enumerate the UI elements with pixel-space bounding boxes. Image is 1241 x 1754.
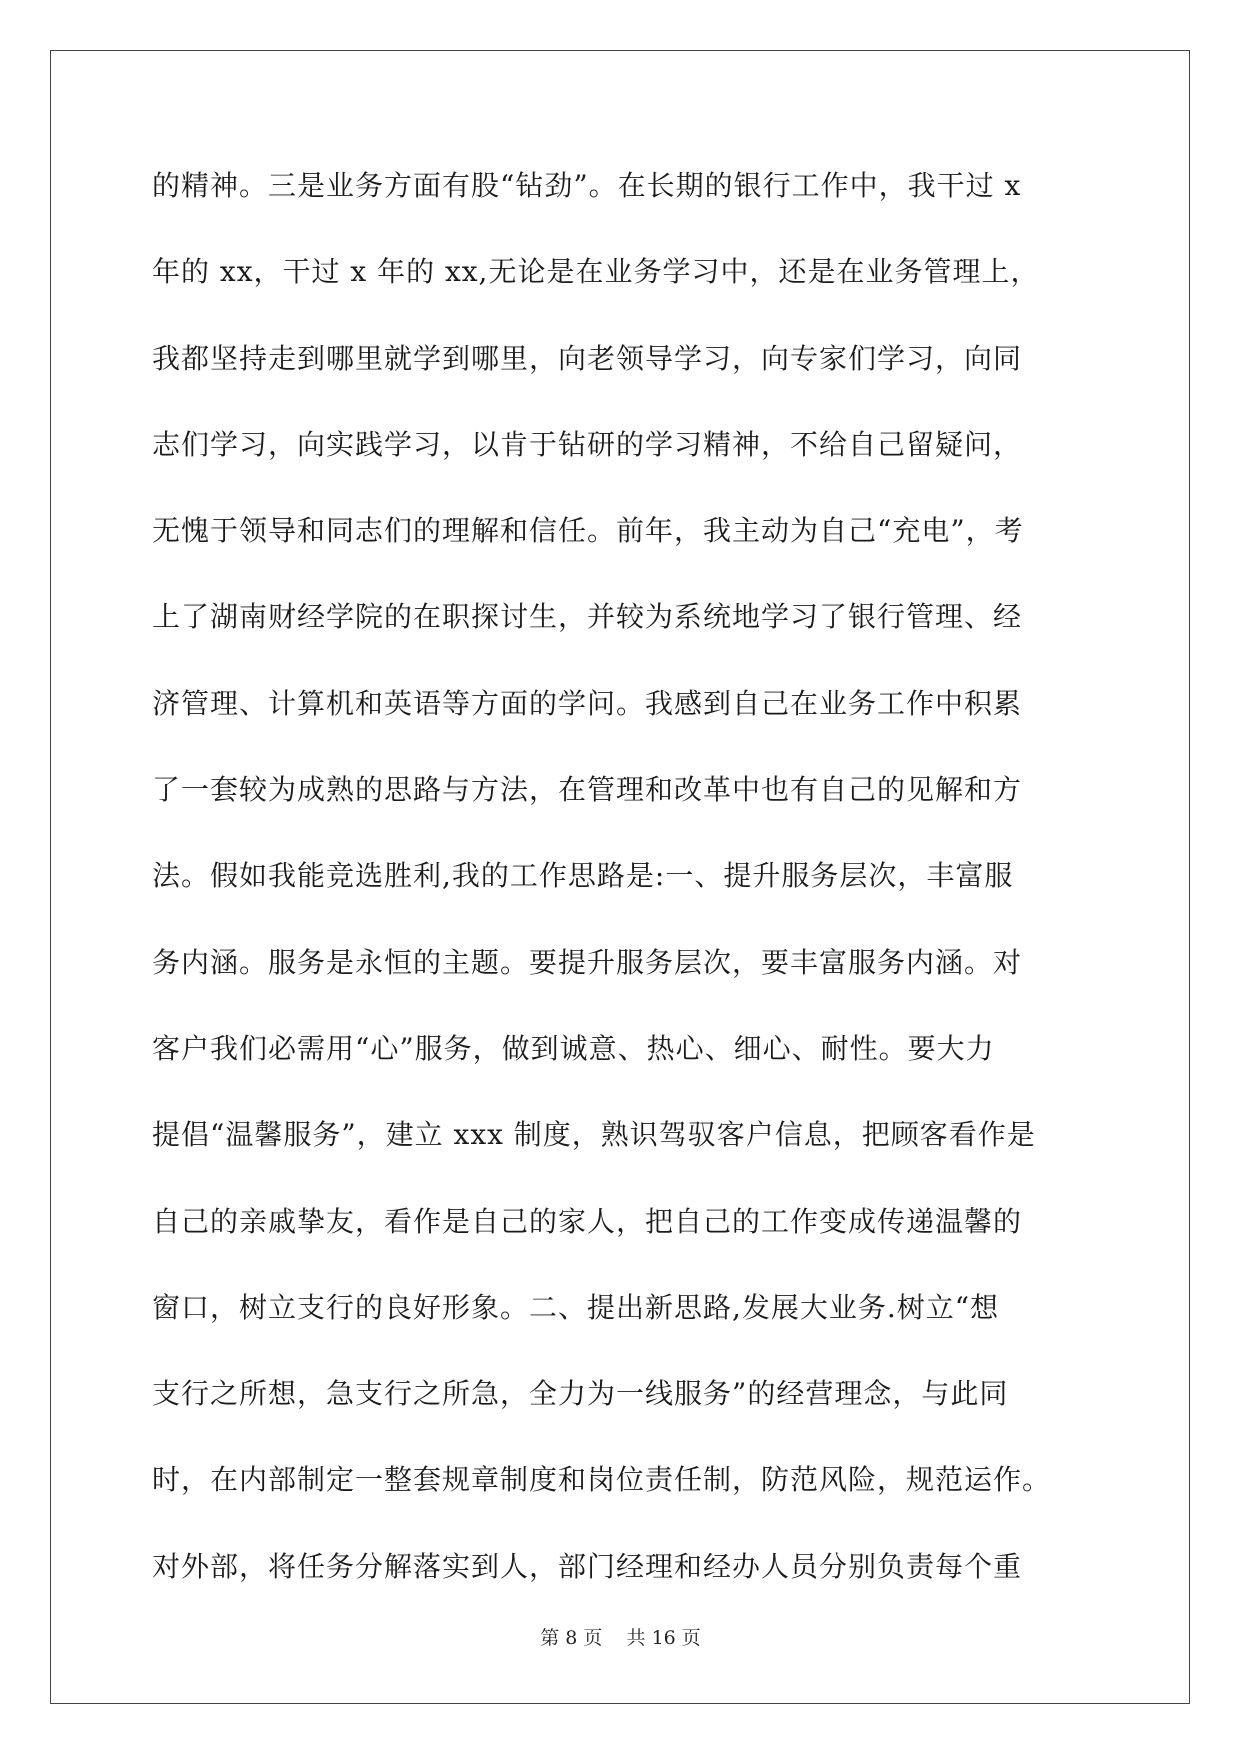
- body-text: [152, 166, 1092, 1633]
- text-line: 我都坚持走到哪里就学到哪里，向老领导学习，向专家们学习，向同: [152, 341, 1023, 375]
- text-line: 支行之所想，急支行之所急，全力为一线服务”的经营理念，与此同: [152, 1377, 1009, 1411]
- text-line: 务内涵。服务是永恒的主题。要提升服务层次，要丰富服务内涵。对: [152, 945, 1023, 979]
- text-line: 客户我们必需用“心”服务，做到诚意、热心、细心、耐性。要大力: [152, 1031, 995, 1065]
- text-line: 的精神。三是业务方面有股“钻劲”。在长期的银行工作中，我干过 x: [152, 169, 1022, 202]
- text-line: 年的 xx，干过 x 年的 xx,无论是在业务学习中，还是在业务管理上，: [152, 255, 1040, 289]
- text-line: 志们学习，向实践学习，以肯于钻研的学习精神，不给自己留疑问，: [152, 427, 1023, 461]
- text-line: 济管理、计算机和英语等方面的学问。我感到自己在业务工作中积累: [152, 686, 1023, 720]
- footer-gap: [602, 1627, 626, 1649]
- text-line: 自己的亲戚挚友，看作是自己的家人，把自己的工作变成传递温馨的: [152, 1204, 1023, 1238]
- text-line: 无愧于领导和同志们的理解和信任。前年，我主动为自己“充电”，考: [152, 514, 1024, 548]
- text-line: 上了湖南财经学院的在职探讨生，并较为系统地学习了银行管理、经: [152, 600, 1023, 634]
- page-number: 第 8 页: [540, 1627, 603, 1649]
- page-footer: [0, 1626, 1241, 1650]
- page-total: 共 16 页: [626, 1627, 701, 1649]
- text-line: 法。假如我能竞选胜利,我的工作思路是:一、提升服务层次，丰富服: [152, 859, 1014, 893]
- text-line: 提倡“温馨服务”，建立 xxx 制度，熟识驾驭客户信息，把顾客看作是: [152, 1118, 1036, 1152]
- text-line: 了一套较为成熟的思路与方法，在管理和改革中也有自己的见解和方: [152, 773, 1023, 807]
- text-line: 时，在内部制定一整套规章制度和岗位责任制，防范风险，规范运作。: [152, 1463, 1052, 1497]
- text-line: 对外部，将任务分解落实到人，部门经理和经办人员分别负责每个重: [152, 1549, 1023, 1583]
- text-line: 窗口，树立支行的良好形象。二、提出新思路,发展大业务.树立“想: [152, 1290, 1000, 1324]
